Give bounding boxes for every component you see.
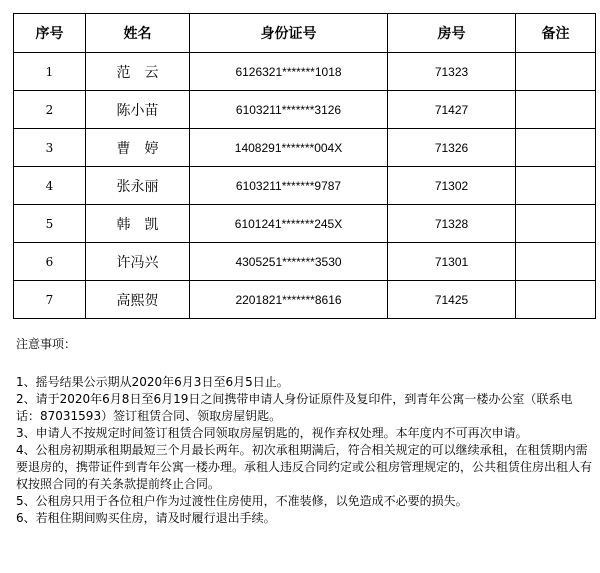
table-row xyxy=(14,53,596,91)
cell-room: 71323 xyxy=(388,53,516,91)
cell-name: 许冯兴 xyxy=(86,243,190,281)
cell-name: 高熙贺 xyxy=(86,281,190,319)
table-row xyxy=(14,91,596,129)
cell-index: 6 xyxy=(14,243,86,281)
cell-room: 71328 xyxy=(388,205,516,243)
cell-remark xyxy=(516,167,596,205)
table-row xyxy=(14,129,596,167)
table-header-row xyxy=(14,14,596,53)
notes-title: 注意事项： xyxy=(16,337,77,351)
cell-index: 3 xyxy=(14,129,86,167)
cell-name: 韩 凯 xyxy=(86,205,190,243)
cell-remark xyxy=(516,129,596,167)
header-remark: 备注 xyxy=(516,14,596,53)
cell-id-number: 6126321*******1018 xyxy=(190,53,388,91)
header-room: 房号 xyxy=(388,14,516,53)
cell-name: 陈小苗 xyxy=(86,91,190,129)
header-index: 序号 xyxy=(14,14,86,53)
cell-remark xyxy=(516,243,596,281)
cell-remark xyxy=(516,53,596,91)
header-name: 姓名 xyxy=(86,14,190,53)
table-row xyxy=(14,205,596,243)
tenant-table xyxy=(13,13,596,319)
note-item: 5、公租房只用于各位租户作为过渡性住房使用，不准装修，以免造成不必要的损失。 xyxy=(16,494,468,508)
note-item: 4、公租房初期承租期最短三个月最长两年。初次承租期满后，符合相关规定的可以继续承租，在租赁期内需要退房的，携带证件到青年公寓一楼办理。承租人违反合同约定或公租房管理规定的，公共租赁住房出租人有权按照合同的有关条款提前终止合同。 xyxy=(16,443,593,491)
note-item: 2、请于2020年6月8日至6月19日之间携带申请人身份证原件及复印件，到青年公寓一楼办公室（联系电话：87031593）签订租赁合同、领取房屋钥匙。 xyxy=(16,392,573,423)
note-item: 1、摇号结果公示期从2020年6月3日至6月5日止。 xyxy=(16,375,289,389)
table-row xyxy=(14,243,596,281)
cell-remark xyxy=(516,281,596,319)
cell-name: 曹 婷 xyxy=(86,129,190,167)
cell-id-number: 6103211*******3126 xyxy=(190,91,388,129)
cell-index: 7 xyxy=(14,281,86,319)
cell-room: 71425 xyxy=(388,281,516,319)
table-row xyxy=(14,167,596,205)
cell-index: 4 xyxy=(14,167,86,205)
cell-remark xyxy=(516,91,596,129)
note-item: 3、申请人不按规定时间签订租赁合同领取房屋钥匙的，视作弃权处理。本年度内不可再次申请。 xyxy=(16,426,528,440)
cell-id-number: 4305251*******3530 xyxy=(190,243,388,281)
notes-section xyxy=(13,336,595,527)
cell-room: 71427 xyxy=(388,91,516,129)
cell-name: 范 云 xyxy=(86,53,190,91)
cell-index: 1 xyxy=(14,53,86,91)
cell-id-number: 2201821*******8616 xyxy=(190,281,388,319)
table-row xyxy=(14,281,596,319)
cell-id-number: 6103211*******9787 xyxy=(190,167,388,205)
cell-index: 2 xyxy=(14,91,86,129)
header-id-number: 身份证号 xyxy=(190,14,388,53)
cell-remark xyxy=(516,205,596,243)
cell-id-number: 6101241*******245X xyxy=(190,205,388,243)
cell-room: 71326 xyxy=(388,129,516,167)
cell-index: 5 xyxy=(14,205,86,243)
cell-name: 张永丽 xyxy=(86,167,190,205)
note-item: 6、若租住期间购买住房，请及时履行退出手续。 xyxy=(16,511,276,525)
cell-room: 71301 xyxy=(388,243,516,281)
cell-room: 71302 xyxy=(388,167,516,205)
cell-id-number: 1408291*******004X xyxy=(190,129,388,167)
